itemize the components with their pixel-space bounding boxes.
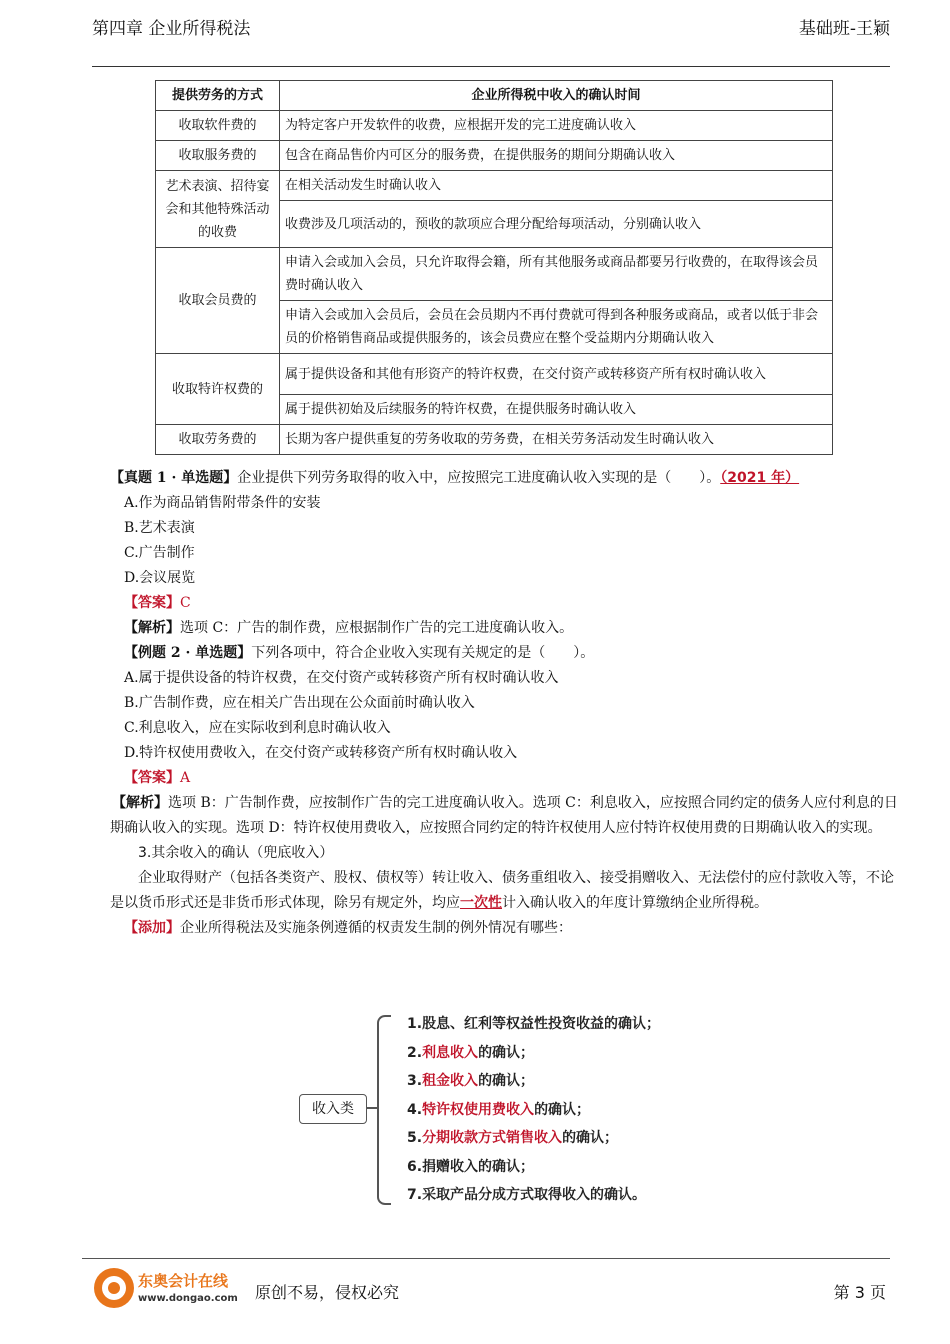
revenue-recognition-table	[155, 80, 833, 455]
table-row	[156, 354, 833, 395]
time-cell: 为特定客户开发软件的收费，应根据开发的完工进度确认收入	[280, 111, 833, 141]
method-cell: 艺术表演、招待宴会和其他特殊活动的收费	[156, 171, 280, 248]
q1-option-b: B.艺术表演	[124, 520, 195, 536]
diagram-item	[407, 1067, 660, 1096]
item-highlight: 分期收款方式销售收入	[422, 1130, 563, 1146]
diagram-item	[407, 1181, 660, 1210]
table-row	[156, 171, 833, 201]
time-cell: 包含在商品售价内可区分的服务费，在提供服务的期间分期确认收入	[280, 141, 833, 171]
q2-option-c: C.利息收入，应在实际收到利息时确认收入	[124, 720, 391, 736]
q1-option-c: C.广告制作	[124, 545, 195, 561]
dongao-logo-icon	[94, 1268, 134, 1308]
q2-answer-tag: 【答案】	[124, 770, 180, 786]
method-cell: 收取特许权费的	[156, 354, 280, 425]
q2-stem	[110, 641, 900, 666]
diagram-item	[407, 1153, 660, 1182]
table-row	[156, 141, 833, 171]
item-highlight: 特许权使用费收入	[422, 1101, 535, 1118]
q1-option-d: D.会议展览	[124, 570, 196, 586]
time-cell: 属于提供设备和其他有形资产的特许权费，在交付资产或转移资产所有权时确认收入	[280, 354, 833, 395]
brace	[377, 1015, 391, 1205]
item-num: 3.	[407, 1073, 423, 1089]
table-header-row	[156, 81, 833, 111]
q2-option-a: A.属于提供设备的特许权费，在交付资产或转移资产所有权时确认收入	[124, 670, 559, 686]
section3-paragraph	[110, 866, 900, 916]
q1-tag: 【真题 1 · 单选题】	[110, 470, 238, 486]
method-cell: 收取软件费的	[156, 111, 280, 141]
item-highlight: 租金收入	[422, 1073, 479, 1089]
brand-url: www.dongao.com	[138, 1293, 238, 1304]
item-num: 5.	[407, 1130, 423, 1146]
chapter-title: 第四章 企业所得税法	[92, 19, 251, 39]
q1-answer-tag: 【答案】	[124, 595, 180, 611]
header-divider	[92, 66, 890, 67]
q1-stem	[110, 466, 900, 491]
q2-option-d: D.特许权使用费收入，在交付资产或转移资产所有权时确认收入	[124, 745, 518, 761]
item-num: 2.	[407, 1044, 423, 1061]
q1-year: （2021 年）	[720, 470, 800, 486]
course-name: 基础班-王颖	[798, 19, 890, 39]
item-text: 采取产品分成方式取得收入的确认。	[422, 1187, 647, 1203]
section3-para-after: 计入确认收入的年度计算缴纳企业所得税。	[502, 895, 768, 911]
q1-stem-text: 企业提供下列劳务取得的收入中，应按照完工进度确认收入实现的是（ ）。	[237, 470, 721, 486]
table-header-method: 提供劳务的方式	[156, 81, 280, 111]
item-text: 捐赠收入的确认；	[422, 1158, 535, 1175]
q2-answer	[110, 766, 900, 791]
time-cell: 在相关活动发生时确认收入	[280, 171, 833, 201]
method-cell: 收取会员费的	[156, 248, 280, 354]
diagram-item	[407, 1124, 660, 1153]
time-cell: 长期为客户提供重复的劳务收取的劳务费，在相关劳务活动发生时确认收入	[280, 425, 833, 455]
q2-analysis-tag: 【解析】	[112, 795, 168, 811]
table-row	[156, 248, 833, 301]
item-text: 的确认；	[562, 1130, 619, 1146]
page-header	[92, 14, 890, 44]
q1-analysis-tag: 【解析】	[124, 620, 180, 636]
method-cell: 收取劳务费的	[156, 425, 280, 455]
brand-name: 东奥会计在线	[138, 1272, 229, 1290]
time-cell: 申请入会或加入会员，只允许取得会籍，所有其他服务或商品都要另行收费的，在取得该会员费时确认收入	[280, 248, 833, 301]
table-header-time: 企业所得税中收入的确认时间	[280, 81, 833, 111]
q1-option-a: A.作为商品销售附带条件的安装	[124, 495, 321, 511]
item-num: 1.	[407, 1016, 423, 1032]
q2-tag: 【例题 2 · 单选题】	[124, 645, 252, 661]
q2-answer-value: A	[180, 770, 191, 786]
page-number: 第 3 页	[833, 1283, 886, 1302]
add-note	[110, 916, 900, 941]
section3-highlight: 一次性	[460, 895, 502, 911]
time-cell: 属于提供初始及后续服务的特许权费，在提供服务时确认收入	[280, 395, 833, 425]
table-row	[156, 111, 833, 141]
q2-stem-text: 下列各项中，符合企业收入实现有关规定的是（ ）。	[251, 645, 595, 661]
diagram-items	[407, 1010, 660, 1210]
time-cell: 收费涉及几项活动的，预收的款项应合理分配给每项活动，分别确认收入	[280, 201, 833, 248]
method-cell: 收取服务费的	[156, 141, 280, 171]
diagram-item	[407, 1039, 660, 1068]
item-text: 股息、红利等权益性投资收益的确认；	[422, 1016, 661, 1032]
brace-tip	[367, 1107, 377, 1109]
item-num: 6.	[407, 1158, 423, 1175]
income-exceptions-diagram	[297, 1010, 737, 1205]
q2-option-b: B.广告制作费，应在相关广告出现在公众面前时确认收入	[124, 695, 475, 711]
footer-brand	[138, 1270, 238, 1304]
add-text: 企业所得税法及实施条例遵循的权责发生制的例外情况有哪些：	[180, 920, 572, 936]
q1-analysis-text: 选项 C：广告的制作费，应根据制作广告的完工进度确认收入。	[180, 620, 574, 636]
diagram-item	[407, 1096, 660, 1125]
table-row	[156, 425, 833, 455]
item-text: 的确认；	[478, 1044, 535, 1061]
item-text: 的确认；	[478, 1073, 535, 1089]
section3-title: 3.其余收入的确认（兜底收入）	[138, 845, 334, 861]
diagram-root-box: 收入类	[299, 1094, 367, 1124]
item-highlight: 利息收入	[422, 1044, 479, 1061]
q2-analysis	[110, 791, 900, 841]
item-text: 的确认；	[534, 1101, 591, 1118]
q2-analysis-text: 选项 B：广告制作费，应按制作广告的完工进度确认收入。选项 C：利息收入，应按照合同约定的债务人应付利息的日期确认收入的实现。选项 D：特许权使用费收入，应按照合同约定的特许权使用人应付特许权使用费的日期确认收入的实现。	[110, 795, 898, 836]
footer-divider	[82, 1258, 890, 1259]
footer-slogan: 原创不易，侵权必究	[255, 1283, 400, 1302]
q1-answer-value: C	[180, 595, 191, 611]
time-cell: 申请入会或加入会员后，会员在会员期内不再付费就可得到各种服务或商品，或者以低于非会员的价格销售商品或提供服务的，该会员费应在整个受益期内分期确认收入	[280, 301, 833, 354]
add-tag: 【添加】	[124, 920, 180, 936]
q1-analysis	[110, 616, 900, 641]
item-num: 7.	[407, 1187, 423, 1203]
item-num: 4.	[407, 1101, 423, 1118]
section3-para-before: 企业取得财产（包括各类资产、股权、债权等）转让收入、债务重组收入、接受捐赠收入、无法偿付的应付款收入等，不论是以货币形式还是非货币形式体现，除另有规定外，均应	[110, 870, 894, 911]
questions-section	[110, 466, 900, 941]
diagram-item	[407, 1010, 660, 1039]
q1-answer	[110, 591, 900, 616]
